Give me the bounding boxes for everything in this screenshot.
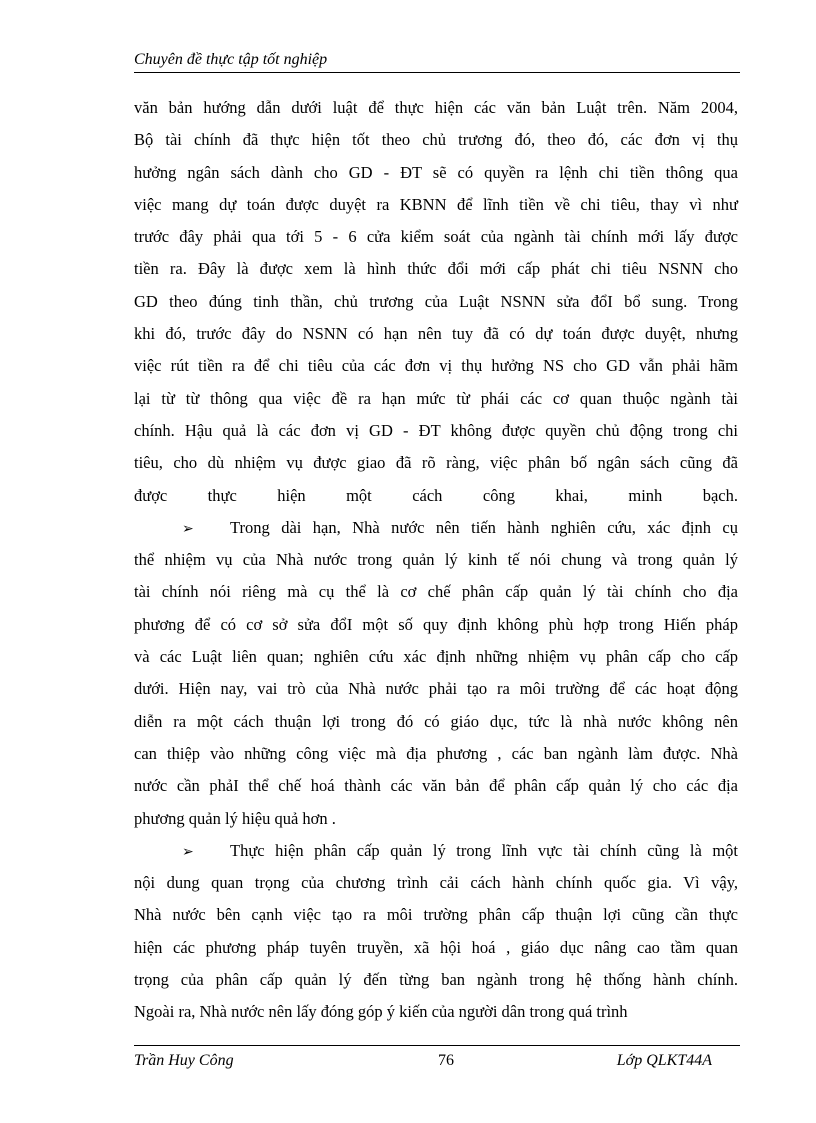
text-line: khi đó, trước đây do NSNN có hạn nên tuy đã có dự toán được duyệt, nhưng [134,324,738,344]
text-line: nội dung quan trọng của chương trình cải cách hành chính quốc gia. Vì vậy, [134,873,738,893]
text-line: tài chính nói riêng mà cụ thể là cơ chế phân cấp quản lý tài chính cho địa [134,582,738,602]
footer-author: Trần Huy Công [134,1052,234,1069]
text-line: Bộ tài chính đã thực hiện tốt theo chủ trương đó, theo đó, các đơn vị thụ [134,130,738,150]
text-line: tiền ra. Đây là được xem là hình thức đổi mới cấp phát chi tiêu NSNN cho [134,259,738,279]
page-header [134,50,740,73]
page-number: 76 [438,1052,454,1069]
text-line: việc mang dự toán được duyệt ra KBNN để lĩnh tiền về chi tiêu, thay vì như [134,194,738,214]
text-line: việc rút tiền ra để chi tiêu của các đơn vị thụ hưởng NS cho GD vẫn phải hãm [134,356,738,376]
footer-class-name: Lớp QLKT44A [616,1052,712,1069]
header-title: Chuyên đề thực tập tốt nghiệp [134,51,328,68]
body-text [134,92,738,1029]
text-line: can thiệp vào những công việc mà địa phương , các ban ngành làm được. Nhà [134,743,738,763]
text-line: diễn ra một cách thuận lợi trong đó có giáo dục, tức là nhà nước không nên [134,711,738,731]
text-line: được thực hiện một cách công khai, minh bạch. [134,485,738,505]
text-line: GD theo đúng tinh thần, chủ trương của Luật NSNN sửa đổI bổ sung. Trong [134,291,738,311]
text-line: nước cần phảI thể chế hoá thành các văn bản để phân cấp quản lý cho các địa [134,776,738,796]
text-line: Trong dài hạn, Nhà nước nên tiến hành nghiên cứu, xác định cụ [230,517,738,537]
page-footer [134,1045,740,1082]
text-line: Thực hiện phân cấp quản lý trong lĩnh vực tài chính cũng là một [230,840,738,860]
text-line: Nhà nước bên cạnh việc tạo ra môi trường phân cấp thuận lợi cũng cần thực [134,905,738,925]
arrow-bullet-icon: ➢ [182,520,194,537]
text-line: trước đây phải qua tới 5 - 6 cửa kiểm soát của ngành tài chính mới lấy được [134,227,738,247]
text-line: văn bản hướng dẫn dưới luật để thực hiện các văn bản Luật trên. Năm 2004, [134,98,738,117]
text-line: tiêu, cho dù nhiệm vụ được giao đã rõ ràng, việc phân bố ngân sách cũng đã [134,453,738,473]
text-line: hiện các phương pháp tuyên truyền, xã hội hoá , giáo dục nâng cao tầm quan [134,937,738,957]
text-line: hưởng ngân sách dành cho GD - ĐT sẽ có quyền ra lệnh chi tiền thông qua [134,162,738,182]
text-line: lại từ từ thông qua việc đề ra hạn mức từ phái các cơ quan thuộc ngành tài [134,388,738,408]
arrow-bullet-icon: ➢ [182,843,194,860]
bullet-line [134,835,738,867]
text-line: dưới. Hiện nay, vai trò của Nhà nước phải tạo ra môi trường để các hoạt động [134,679,738,699]
text-line: phương quản lý hiệu quả hơn . [134,808,336,828]
text-line: phương để có cơ sở sửa đổI một số quy định không phù hợp trong Hiến pháp [134,614,738,634]
text-line: thể nhiệm vụ của Nhà nước trong quản lý kinh tế nói chung và trong quản lý [134,550,738,570]
text-line: Ngoài ra, Nhà nước nên lấy đóng góp ý kiến của người dân trong quá trình [134,1002,628,1022]
bullet-line [134,512,738,544]
text-line: chính. Hậu quả là các đơn vị GD - ĐT không được quyền chủ động trong chi [134,420,738,440]
text-line: trọng của phân cấp quản lý đến từng ban ngành trong hệ thống hành chính. [134,970,738,990]
text-line: và các Luật liên quan; nghiên cứu xác định những nhiệm vụ phân cấp cho cấp [134,647,738,667]
